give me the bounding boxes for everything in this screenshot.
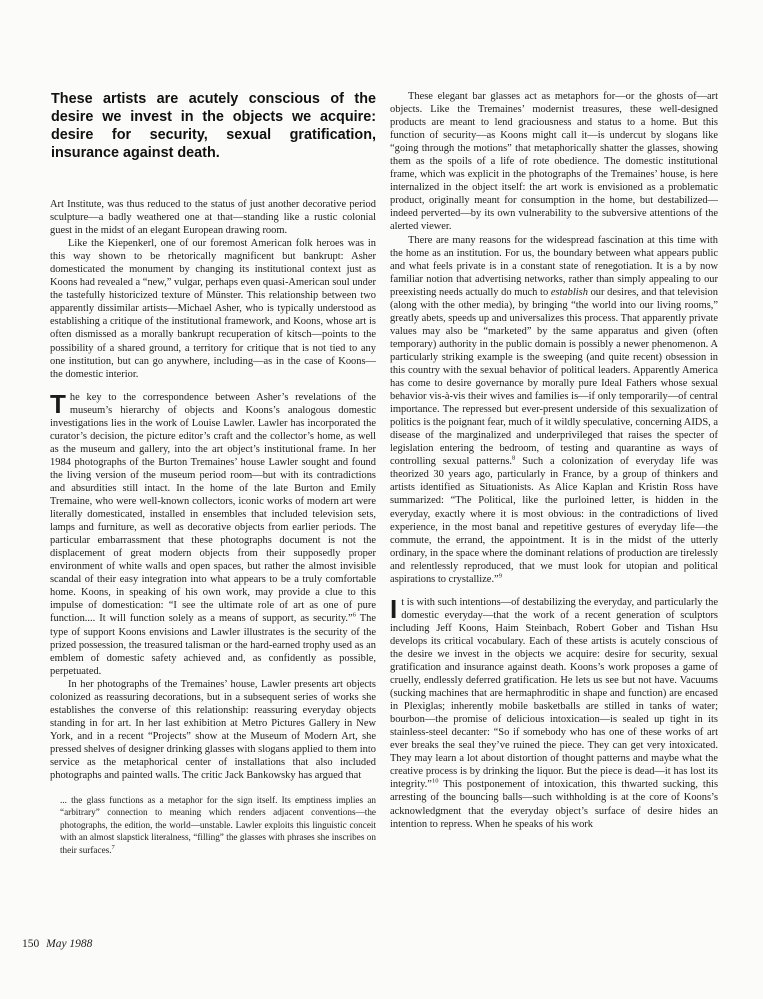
paragraph: The key to the correspondence between Asher’s revelations of the museum’s hierarchy of objects and Koons’s analogous domestic investigations lies in the work of Louise Lawler. Lawler has incorporated the curator’s decision, the picture editor’s craft and the collector’s home, as well as the museum and gallery, into the art object’s institutional frame. In her 1984 photographs of the Burton Tremaines’ house Lawler sought and found the living version of the museum period room—but with its contradictions and absurdities still intact. In the home of the late Burton and Emily Tremaine, who were well-known collectors, iconic works of modern art were literally domesticated, installed in ensembles that included television sets, lamps and furniture, as well as decorative objects from earlier periods. The particular embarrassment that these photographs document is not the displacement of great modern objects from their supposedly proper environment of white walls and open spaces, but rather the almost invisible scandal of their easy integration into what appears to be a truly comfortable home. Koons, in speaking of his own work, may provide a clue to this impulse of domestication: “I see the ultimate role of art as one of pure function.... It will function solely as a means of support, as security.”$^6$ The type of support Koons envisions and Lawler illustrates is the security of the prized possession, the treasured talisman or the hard-earned trophy used as an emblem of domestic safety achieved and, as confidently as possible, perpetuated.: [50, 388, 376, 677]
footnote-ref: 10: [431, 777, 439, 785]
block-quote: ... the glass functions as a metaphor for the sign itself. Its emptiness implies an “arbitrary” connection to meaning which renders adjacent conventions—the photographs, the edition, the world—unstable. Lawler exploits this linguistic conceit with an almost slapstick literalness, “filling” the glasses with phrases she inscribes on their surfaces.$^7$: [60, 795, 376, 855]
drop-cap: T: [50, 388, 66, 419]
paragraph: Like the Kiepenkerl, one of our foremost American folk heroes was in this way shown to be rhetorically magnificent but bankrupt: Asher domesticated the monument by changing its institutional context just as Koons had revealed a “new,” vulgar, perhaps even quasi-American soul under the tastefully historicized texture of Münster. This relationship between two apparently dissimilar artists—Michael Asher, who is typically understood as establishing a critique of the institutional framework, and Koons, whose art is often dismissed as a morally bankrupt recuperation of kitsch—points to the possibility of a shared ground, a territory for critique that is not tied to any one institution, but can go anywhere, including—as in the case of Koons—the domestic interior.: [50, 238, 376, 380]
footnote-ref: 7: [111, 843, 115, 851]
left-column: [50, 90, 376, 856]
paragraph: In her photographs of the Tremaines’ house, Lawler presents art objects colonized as reassuring decorations, but in a subsequent series of works she establishes the converse of this relationship: reassuring everyday objects standing in for art. In her last exhibition at Metro Pictures Gallery in New York, and in a recent “Projects” show at the Museum of Modern Art, she pressed shelves of designer drinking glasses with slogans applied to them into service as the metaphorical center of installations that also included photographs and painted walls. The critic Jack Bankowsky has argued that: [50, 678, 376, 782]
footnote-ref: 9: [498, 572, 502, 580]
paragraph: There are many reasons for the widespread fascination at this time with the home as an institution. For us, the boundary between what appears public and what feels private is in a constant state of renegotiation. It is a by now familiar notion that advertising networks, rather than simply appealing to our preexisting needs actually do much to establish our desires, and that television (along with the other media), by bringing “the world into our living rooms,” greatly abets, speeds up and universalizes this process. That apparently private values may also be “marketed” by the same apparatus and given (often temporary) authority in the public domain is possibly a newer phenomenon. A particularly striking example is the sweeping (and quite recent) obsession in this country with the sexual behavior of political leaders. Apparently America has come to desire governance by morally pure Ideal Fathers whose sexual behavior vis-à-vis their wives and families is—if only temporarily—of central importance. The repressed but ever-present underside of this sexualization of politics is the poignant fear, much of it wildly speculative, concerning AIDS, a disease of the marginalized and underprivileged that raises the specter of legislation entering the bedroom, of testing and quarantine as ways of controlling sexual patterns.$^8$ Such a colonization of everyday life was theorized 30 years ago, particularly in France, by a group of thinkers and artists identified as Situationists. As Alice Kaplan and Kristin Ross have summarized: “The Political, like the purloined letter, is hidden in the everyday, exactly where it is most obvious: in the contradictions of lived experience, in the most banal and repetitive gestures of everyday life—the commute, the errand, the appointment. It is in the midst of the utterly ordinary, in the space where the dominant relations of production are tirelessly and relentlessly reproduced, that we must look for utopian and political aspirations to crystallize.”$^9$: [390, 234, 718, 585]
issue-date: May 1988: [46, 938, 93, 950]
paragraph: It is with such intentions—of destabilizing the everyday, and particularly the domestic everyday—that the work of a recent generation of sculptors including Jeff Koons, Haim Steinbach, Robert Gober and Tishan Hsu develops its critical vocabulary. Each of these artists is acutely conscious of the desire we invest in the objects we acquire: desire for security, sexual gratification and insurance against death. Koons’s work proposes a game of cruelly, endlessly deferred gratification. He lets us see but not have. Vacuums (sucking machines that are hermaphroditic in shape and function) are encased in Plexiglas; inherently mobile basketballs are stilled in tanks of water; bourbon—the promise of delicious intoxication—is sealed up tight in its stainless-steel decanter: “So if somebody who has one of these works of art ever breaks the seal they’ve ruined the piece. They can get very intoxicated. They may learn a lot about distortion of thought patterns and maybe what the creative process is by drinking the liquor. But the piece is dead—it has lost its integrity.”$^{10}$ This postponement of intoxication, this thwarted sucking, this arresting of the bouncing balls—such withholding is at the core of Koons’s acknowledgment that the everyday object’s surface of desire hides an intention to repress. When he speaks of his work: [390, 593, 718, 830]
right-column: [390, 90, 718, 831]
footnote-ref: 6: [352, 611, 356, 619]
drop-cap: I: [390, 593, 398, 624]
paragraph: These elegant bar glasses act as metaphors for—or the ghosts of—art objects. Like the Tremaines’ modernist treasures, these well-designed products are meant to lend graciousness and status to a home. But this function of security—as Koons might call it—is undercut by slogans like “going through the motions” that metaphorically shatter the glasses, showing them as the spoils of a life of rote obedience. The domestic institutional frame, which was explicit in the photographs of the Tremaines’ house, is here internalized in the object itself: the art work is envisioned as a problematic product, originally meant for consumption in the home, but destabilized—indeed perverted—by its own vulnerability to the subversive attentions of the alerted viewer.: [390, 91, 718, 233]
page-number: 150: [22, 938, 40, 950]
footnote-ref: 8: [512, 454, 516, 462]
paragraph: Art Institute, was thus reduced to the status of just another decorative period sculpture—a badly weathered one at that—standing like a rustic colonial guest in the midst of an elegant European drawing room.: [50, 199, 376, 237]
pull-quote: These artists are acutely conscious of the desire we invest in the objects we acquire: desire for security, sexual gratification, insurance against death.: [51, 91, 376, 161]
page-footer: [22, 938, 92, 950]
